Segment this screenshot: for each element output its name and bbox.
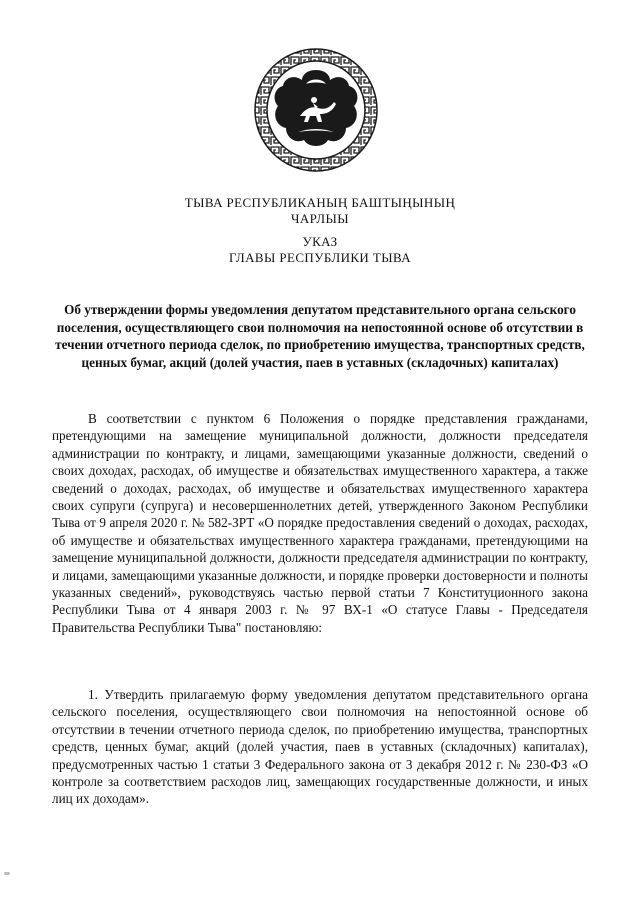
header-tuvan-line2: ЧАРЛЫЫ xyxy=(291,211,349,226)
scan-speck xyxy=(4,872,10,875)
document-title: Об утверждении формы уведомления депутатом представительного органа сельского поселения, осуществляющего свои полномочия на непостоянной основе об отсутствии в течении отчетного периода сделок, по приобретению имущества, транспортных средств, ценных бумаг, акций (долей участия, паев в уставных (складочных) капиталах) xyxy=(55,302,585,370)
header-tuvan xyxy=(60,195,580,227)
paragraph-preamble: В соответствии с пунктом 6 Положения о порядке представления гражданами, претендующими на замещение муниципальной должности, должности председателя администрации по контракту, и лицами, замещающими указанные должности, сведений о своих доходах, расходах, об имуществе и обязательствах имущественного характера, а также сведений о доходах, расходах, об имуществе и обязательствах имущественного характера своих супруги (супруга) и несовершеннолетних детей, утвержденного Законом Республики Тыва от 9 апреля 2020 г. № 582-ЗРТ «О порядке предоставления сведений о доходах, расходах, об имуществе и обязательствах имущественного характера гражданами, претендующими на замещение муниципальной должности, должности председателя администрации по контракту, и лицами, замещающими указанные должности, и порядке проверки достоверности и полноты указанных сведений», руководствуясь частью первой статьи 7 Конституционного закона Республики Тыва от 4 января 2003 г. № 97 ВХ-1 «О статусе Главы - Председателя Правительства Республики Тыва" постановляю: xyxy=(52,411,588,635)
header-decree-line1: УКАЗ xyxy=(302,234,338,249)
coat-of-arms-icon xyxy=(250,46,382,174)
header-decree xyxy=(60,234,580,266)
header-tuvan-line1: ТЫВА РЕСПУБЛИКАНЫҢ БАШТЫҢЫНЫҢ xyxy=(184,195,456,210)
emblem-graphic xyxy=(250,46,382,174)
paragraph-item-1: 1. Утвердить прилагаемую форму уведомления депутатом представительного органа сельского поселения, осуществляющего свои полномочия на непостоянной основе об отсутствии в течении отчетного периода сделок, по приобретению имущества, транспортных средств, ценных бумаг, акций (долей участия, паев в уставных (складочных) капиталах), предусмотренных частью 1 статьи 3 Федерального закона от 3 декабря 2012 г. № 230-ФЗ «О контроле за соответствием расходов лиц, замещающих государственные должности, и иных лиц их доходам». xyxy=(52,687,588,807)
header-decree-line2: ГЛАВЫ РЕСПУБЛИКИ ТЫВА xyxy=(228,250,411,265)
